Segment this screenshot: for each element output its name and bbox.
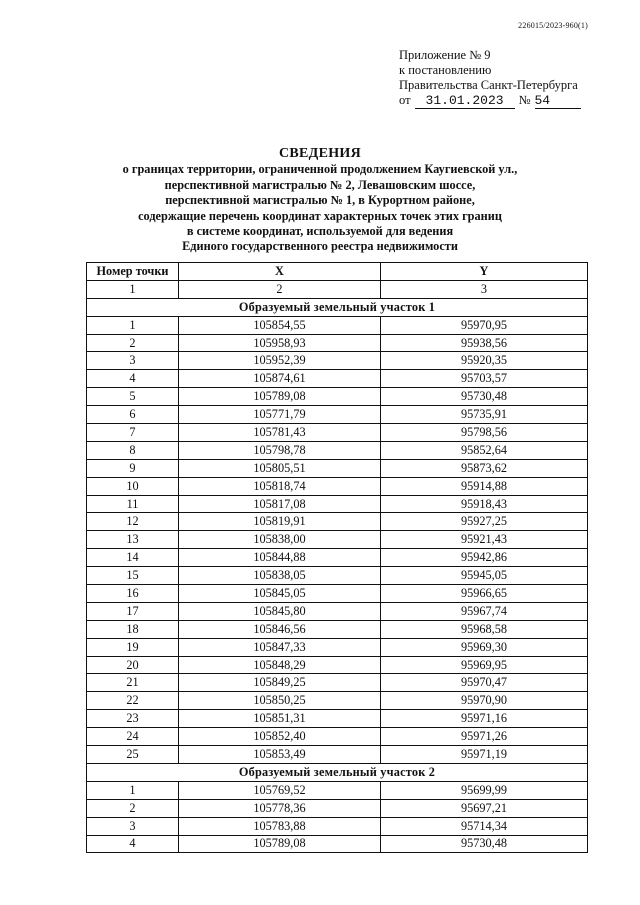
column-number: 1 [87,280,179,298]
table-row [87,513,588,531]
table-row [87,620,588,638]
table-row [87,424,588,442]
point-number-cell: 20 [87,656,179,674]
table-row [87,316,588,334]
x-coordinate-cell: 105778,36 [179,799,381,817]
y-coordinate-cell: 95971,19 [381,746,588,764]
x-coordinate-cell: 105847,33 [179,638,381,656]
x-coordinate-cell: 105789,08 [179,388,381,406]
header-line-3: перспективной магистралью № 1, в Курортном районе, [165,193,475,208]
y-coordinate-cell: 95969,30 [381,638,588,656]
y-coordinate-cell: 95921,43 [381,531,588,549]
x-coordinate-cell: 105844,88 [179,549,381,567]
y-coordinate-cell: 95920,35 [381,352,588,370]
point-number-cell: 9 [87,459,179,477]
x-coordinate-cell: 105817,08 [179,495,381,513]
point-number-cell: 6 [87,406,179,424]
resolution-date: 31.01.2023 [415,94,515,109]
x-coordinate-cell: 105819,91 [179,513,381,531]
header-line-2: перспективной магистралью № 2, Левашовским шоссе, [164,177,476,192]
column-number: 2 [179,280,381,298]
x-coordinate-cell: 105845,05 [179,585,381,603]
point-number-cell: 2 [87,334,179,352]
x-coordinate-cell: 105783,88 [179,817,381,835]
y-coordinate-cell: 95730,48 [381,835,588,853]
x-coordinate-cell: 105798,78 [179,441,381,459]
y-coordinate-cell: 95945,05 [381,567,588,585]
table-row [87,781,588,799]
header-line-1: о границах территории, ограниченной продолжением Каугиевской ул., [122,162,518,177]
y-coordinate-cell: 95699,99 [381,781,588,799]
y-coordinate-cell: 95967,74 [381,602,588,620]
coordinates-table [86,262,588,853]
y-coordinate-cell: 95730,48 [381,388,588,406]
point-number-cell: 1 [87,316,179,334]
table-row [87,441,588,459]
y-coordinate-cell: 95971,16 [381,710,588,728]
table-row [87,531,588,549]
appendix-block [399,48,581,109]
y-coordinate-cell: 95970,95 [381,316,588,334]
table-row [87,477,588,495]
table-row [87,835,588,853]
from-label: от [399,93,411,107]
point-number-cell: 4 [87,835,179,853]
table-row [87,388,588,406]
x-coordinate-cell: 105845,80 [179,602,381,620]
y-coordinate-cell: 95697,21 [381,799,588,817]
x-coordinate-cell: 105850,25 [179,692,381,710]
document-header [80,146,560,255]
table-row [87,585,588,603]
section-row [87,298,588,316]
table-row [87,406,588,424]
table-row [87,674,588,692]
y-coordinate-cell: 95969,95 [381,656,588,674]
table-row [87,638,588,656]
x-coordinate-cell: 105771,79 [179,406,381,424]
appendix-line-3: Правительства Санкт-Петербурга [399,78,578,92]
y-coordinate-cell: 95970,47 [381,674,588,692]
table-row [87,817,588,835]
table-row [87,602,588,620]
x-coordinate-cell: 105818,74 [179,477,381,495]
appendix-line-1: Приложение № 9 [399,48,491,62]
header-line-6: Единого государственного реестра недвижимости [182,239,458,254]
table-row [87,495,588,513]
point-number-cell: 10 [87,477,179,495]
document-title: СВЕДЕНИЯ [278,146,362,161]
y-coordinate-cell: 95714,34 [381,817,588,835]
point-number-cell: 14 [87,549,179,567]
resolution-number: 54 [535,94,581,109]
point-number-cell: 3 [87,817,179,835]
point-number-cell: 11 [87,495,179,513]
point-number-cell: 12 [87,513,179,531]
x-coordinate-cell: 105852,40 [179,728,381,746]
appendix-line-2: к постановлению [399,63,492,77]
header-line-4: содержащие перечень координат характерных точек этих границ [138,208,502,223]
number-label: № [518,93,531,107]
x-coordinate-cell: 105838,05 [179,567,381,585]
point-number-cell: 13 [87,531,179,549]
point-number-cell: 7 [87,424,179,442]
table-row [87,370,588,388]
x-coordinate-cell: 105854,55 [179,316,381,334]
point-number-cell: 4 [87,370,179,388]
x-coordinate-cell: 105853,49 [179,746,381,764]
x-coordinate-cell: 105846,56 [179,620,381,638]
x-coordinate-cell: 105952,39 [179,352,381,370]
header-point-number: Номер точки [87,263,179,281]
y-coordinate-cell: 95852,64 [381,441,588,459]
point-number-cell: 8 [87,441,179,459]
column-number: 3 [381,280,588,298]
point-number-cell: 2 [87,799,179,817]
y-coordinate-cell: 95942,86 [381,549,588,567]
y-coordinate-cell: 95703,57 [381,370,588,388]
section-title: Образуемый земельный участок 2 [87,763,588,781]
y-coordinate-cell: 95914,88 [381,477,588,495]
table-row [87,656,588,674]
table-row [87,334,588,352]
y-coordinate-cell: 95970,90 [381,692,588,710]
point-number-cell: 15 [87,567,179,585]
document-id: 226015/2023-960(1) [518,21,588,30]
point-number-cell: 21 [87,674,179,692]
y-coordinate-cell: 95938,56 [381,334,588,352]
x-coordinate-cell: 105781,43 [179,424,381,442]
table-row [87,567,588,585]
x-coordinate-cell: 105769,52 [179,781,381,799]
table-row [87,728,588,746]
y-coordinate-cell: 95918,43 [381,495,588,513]
appendix-date-line [399,93,581,109]
y-coordinate-cell: 95968,58 [381,620,588,638]
x-coordinate-cell: 105958,93 [179,334,381,352]
point-number-cell: 16 [87,585,179,603]
point-number-cell: 3 [87,352,179,370]
y-coordinate-cell: 95927,25 [381,513,588,531]
x-coordinate-cell: 105805,51 [179,459,381,477]
x-coordinate-cell: 105789,08 [179,835,381,853]
section-title: Образуемый земельный участок 1 [87,298,588,316]
x-coordinate-cell: 105851,31 [179,710,381,728]
table-row [87,352,588,370]
y-coordinate-cell: 95798,56 [381,424,588,442]
point-number-cell: 25 [87,746,179,764]
x-coordinate-cell: 105874,61 [179,370,381,388]
point-number-cell: 5 [87,388,179,406]
y-coordinate-cell: 95966,65 [381,585,588,603]
point-number-cell: 22 [87,692,179,710]
x-coordinate-cell: 105848,29 [179,656,381,674]
table-header-row [87,263,588,281]
table-row [87,710,588,728]
y-coordinate-cell: 95873,62 [381,459,588,477]
header-y: Y [381,263,588,281]
y-coordinate-cell: 95735,91 [381,406,588,424]
section-row [87,763,588,781]
x-coordinate-cell: 105838,00 [179,531,381,549]
point-number-cell: 1 [87,781,179,799]
table-row [87,549,588,567]
y-coordinate-cell: 95971,26 [381,728,588,746]
point-number-cell: 19 [87,638,179,656]
table-row [87,799,588,817]
point-number-cell: 23 [87,710,179,728]
table-row [87,746,588,764]
table-row [87,692,588,710]
x-coordinate-cell: 105849,25 [179,674,381,692]
table-body [87,280,588,853]
point-number-cell: 24 [87,728,179,746]
table-row [87,459,588,477]
column-number-row [87,280,588,298]
point-number-cell: 18 [87,620,179,638]
header-line-5: в системе координат, используемой для ведения [186,224,454,239]
point-number-cell: 17 [87,602,179,620]
header-x: X [179,263,381,281]
